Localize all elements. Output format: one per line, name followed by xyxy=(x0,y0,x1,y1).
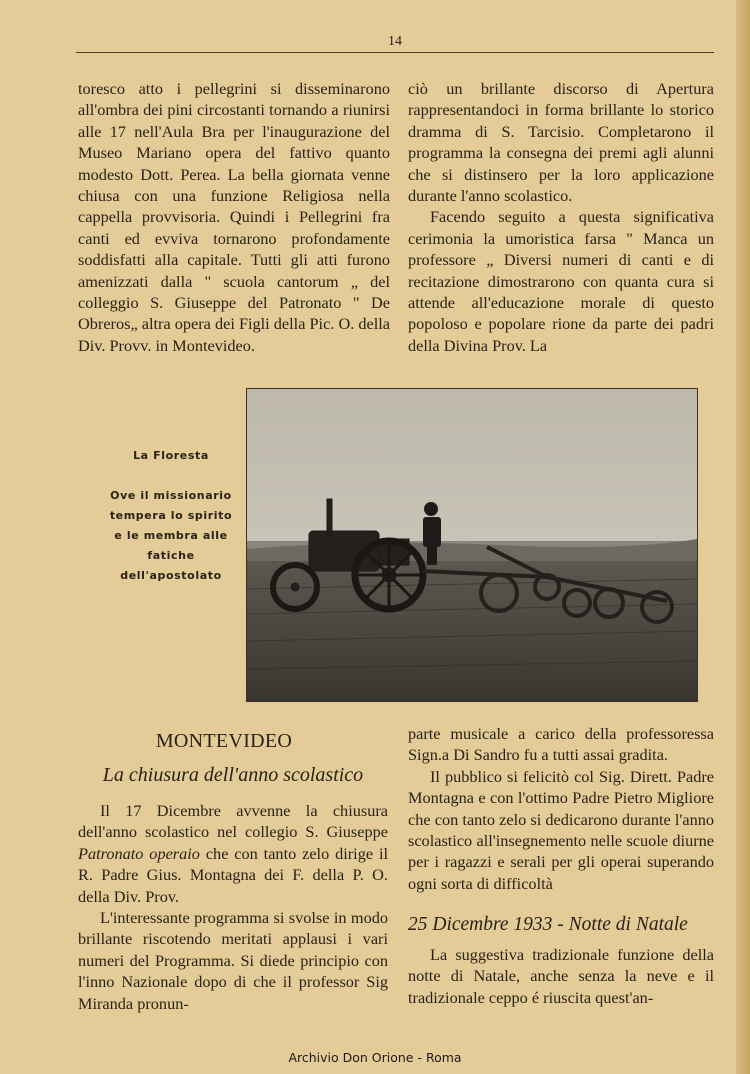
right-bottom-paragraph-1: parte musicale a carico della professoressa Sign.a Di Sandro fu a tutti assai gradita. xyxy=(408,724,714,765)
right-column-bottom xyxy=(408,723,714,894)
right-column-top xyxy=(408,78,714,356)
right-column-bottom-2 xyxy=(408,944,714,1008)
section-title: MONTEVIDEO xyxy=(155,730,293,752)
left-bottom-paragraph-1 xyxy=(78,800,388,907)
left-top-paragraph: toresco atto i pellegrini si disseminarono all'ombra dei pini circostanti tornando a riunirsi alle 17 nell'Aula Bra per l'inaugurazione del Museo Mariano opera del fattivo quanto modesto Dott. Perea. La bella giornata venne chiusa con una funzione Religiosa nella cappella provvisoria. Quindi i Pellegrini fra canti ed evviva tornarono profondamente soddisfatti alla capitale. Tutti gli atti furono amenizzati dalla " scuola cantorum „ del colleggio S. Giuseppe del Patronato " De Obreros„ altra opera dei Figli della Pic. O. della Div. Provv. in Montevideo. xyxy=(78,79,390,355)
right-top-paragraph-2: Facendo seguito a questa significativa cerimonia la umoristica farsa " Manca un professore „ Diversi numeri di canti e di recitazione dimostrarono con quanta cura si attende all'educazione morale di questo popoloso e popolare rione da parte dei padri della Divina Prov. La xyxy=(408,207,714,355)
header-rule xyxy=(76,52,714,53)
right-bottom-paragraph-2: Il pubblico si felicitò col Sig. Dirett. Padre Montagna e con l'ottimo Padre Pietro Migliore che con tanto zelo si dedicarono durante l'anno scolastico all'insegnemento nelle scuole diurne per i ragazzi e serali per gli operai superando ogni sorta di difficoltà xyxy=(408,766,714,893)
right-bottom-paragraph-3: La suggestiva tradizionale funzione della notte di Natale, anche senza la neve e il tradizionale ceppo é riuscita quest'an- xyxy=(408,945,714,1007)
archive-footer: Archivio Don Orione - Roma xyxy=(288,1050,462,1065)
left-column-top xyxy=(78,78,390,356)
p1-text-a: Il 17 Dicembre avvenne la chiusura dell'anno scolastico nel collegio S. Giuseppe xyxy=(78,801,388,842)
caption-body: Ove il missionario tempera lo spirito e le membra alle fatiche dell'apostolato xyxy=(109,489,233,582)
photo-caption xyxy=(104,446,238,586)
page-edge xyxy=(736,0,750,1074)
p1-italic-text: Patronato operaio xyxy=(78,843,200,863)
section-subtitle: La chiusura dell'anno scolastico xyxy=(102,764,364,786)
left-bottom-paragraph-2: L'interessante programma si svolse in modo brillante riscotendo meritati applausi i vari numeri del Programma. Si diede principio con l'inno Nazionale dopo di che il professor Sig Miranda pronun- xyxy=(78,908,388,1013)
tractor-photo xyxy=(246,388,698,702)
caption-title: La Floresta xyxy=(133,449,209,462)
right-top-paragraph-1: ciò un brillante discorso di Apertura rappresentandoci in forma brillante lo storico dramma di S. Tarcisio. Completarono il programma la consegna dei premi agli alunni che si distinsero per la loro applicazione durante l'anno scolastico. xyxy=(408,79,714,206)
page-number: 14 xyxy=(388,34,402,49)
christmas-subtitle: 25 Dicembre 1933 - Notte di Natale xyxy=(408,914,688,935)
left-column-bottom xyxy=(78,800,388,1014)
p1-text-b: che con tanto zelo dirige il R. Padre Gius. Montagna dei F. della P. O. della Div. Prov. xyxy=(78,843,388,906)
